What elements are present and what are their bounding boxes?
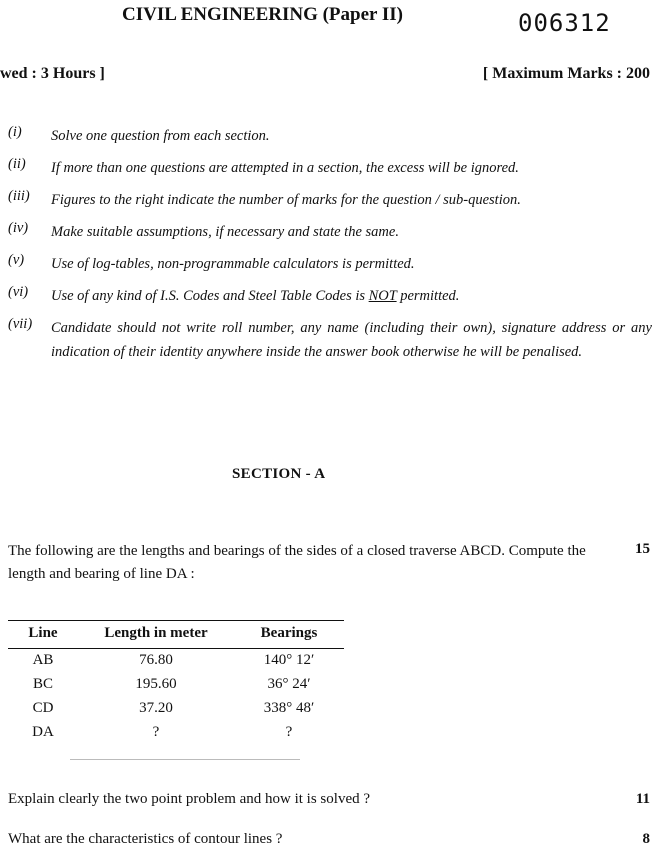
maximum-marks: [ Maximum Marks : 200 xyxy=(482,65,650,82)
instruction-emphasis: NOT xyxy=(368,288,397,304)
table-bottom-rule xyxy=(70,759,300,760)
instruction-number: (i) xyxy=(8,124,22,140)
instruction-text: Candidate should not write roll number, any name (including their own), signature address or any indication of their identity anywhere inside the answer book otherwise he will be penalised. xyxy=(51,320,652,360)
instruction-number: (vi) xyxy=(8,284,29,300)
instruction-number: (iv) xyxy=(8,220,29,236)
table-cell: BC xyxy=(32,676,53,692)
question-marks: 15 xyxy=(635,541,650,557)
instruction-text: Use of log-tables, non-programmable calculators is permitted. xyxy=(51,256,415,272)
table-header-cell: Length in meter xyxy=(78,620,234,649)
question-text: The following are the lengths and bearings of the sides of a closed traverse ABCD. Compute the length and bearing of line DA : xyxy=(8,543,586,582)
instruction-text-part: Use of any kind of I.S. Codes and Steel Table Codes is xyxy=(51,288,369,304)
table-cell: 140° 12′ xyxy=(263,652,315,668)
instruction-text xyxy=(51,284,652,308)
question-text: Explain clearly the two point problem and how it is solved ? xyxy=(8,791,371,807)
question-text: What are the characteristics of contour lines ? xyxy=(8,831,283,847)
time-allowed: wed : 3 Hours ] xyxy=(0,65,105,82)
table-row xyxy=(8,721,344,745)
table-cell: 76.80 xyxy=(139,652,173,668)
table-header-cell: Bearings xyxy=(234,620,344,649)
instruction-number: (ii) xyxy=(8,156,26,172)
table-row xyxy=(8,649,344,674)
table-cell: DA xyxy=(32,724,54,740)
paper-code: 006312 xyxy=(518,9,611,37)
instruction-number: (iii) xyxy=(8,188,30,204)
table-cell: AB xyxy=(32,652,54,668)
table-header-row xyxy=(8,620,344,649)
table-cell: ? xyxy=(285,724,293,740)
traverse-table xyxy=(8,620,344,745)
table-cell: CD xyxy=(32,700,54,716)
question-marks: 8 xyxy=(642,831,650,847)
instruction-text: Make suitable assumptions, if necessary and state the same. xyxy=(51,224,399,240)
instruction-number: (vii) xyxy=(8,316,33,332)
question-marks: 11 xyxy=(635,791,650,807)
table-cell: 338° 48′ xyxy=(263,700,315,716)
paper-title: CIVIL ENGINEERING (Paper II) xyxy=(122,4,403,25)
instruction-text-part: permitted. xyxy=(396,288,460,304)
instruction-text: If more than one questions are attempted in a section, the excess will be ignored. xyxy=(51,160,519,176)
instruction-number: (v) xyxy=(8,252,25,268)
section-title: SECTION - A xyxy=(232,466,326,482)
table-cell: 195.60 xyxy=(135,676,177,692)
instruction-text: Solve one question from each section. xyxy=(51,128,270,144)
table-cell: 36° 24′ xyxy=(267,676,311,692)
table-header-cell: Line xyxy=(8,620,78,649)
table-cell: 37.20 xyxy=(139,700,173,716)
table-row xyxy=(8,673,344,697)
table-row xyxy=(8,697,344,721)
instruction-text: Figures to the right indicate the number of marks for the question / sub-question. xyxy=(51,192,521,208)
table-cell: ? xyxy=(152,724,160,740)
